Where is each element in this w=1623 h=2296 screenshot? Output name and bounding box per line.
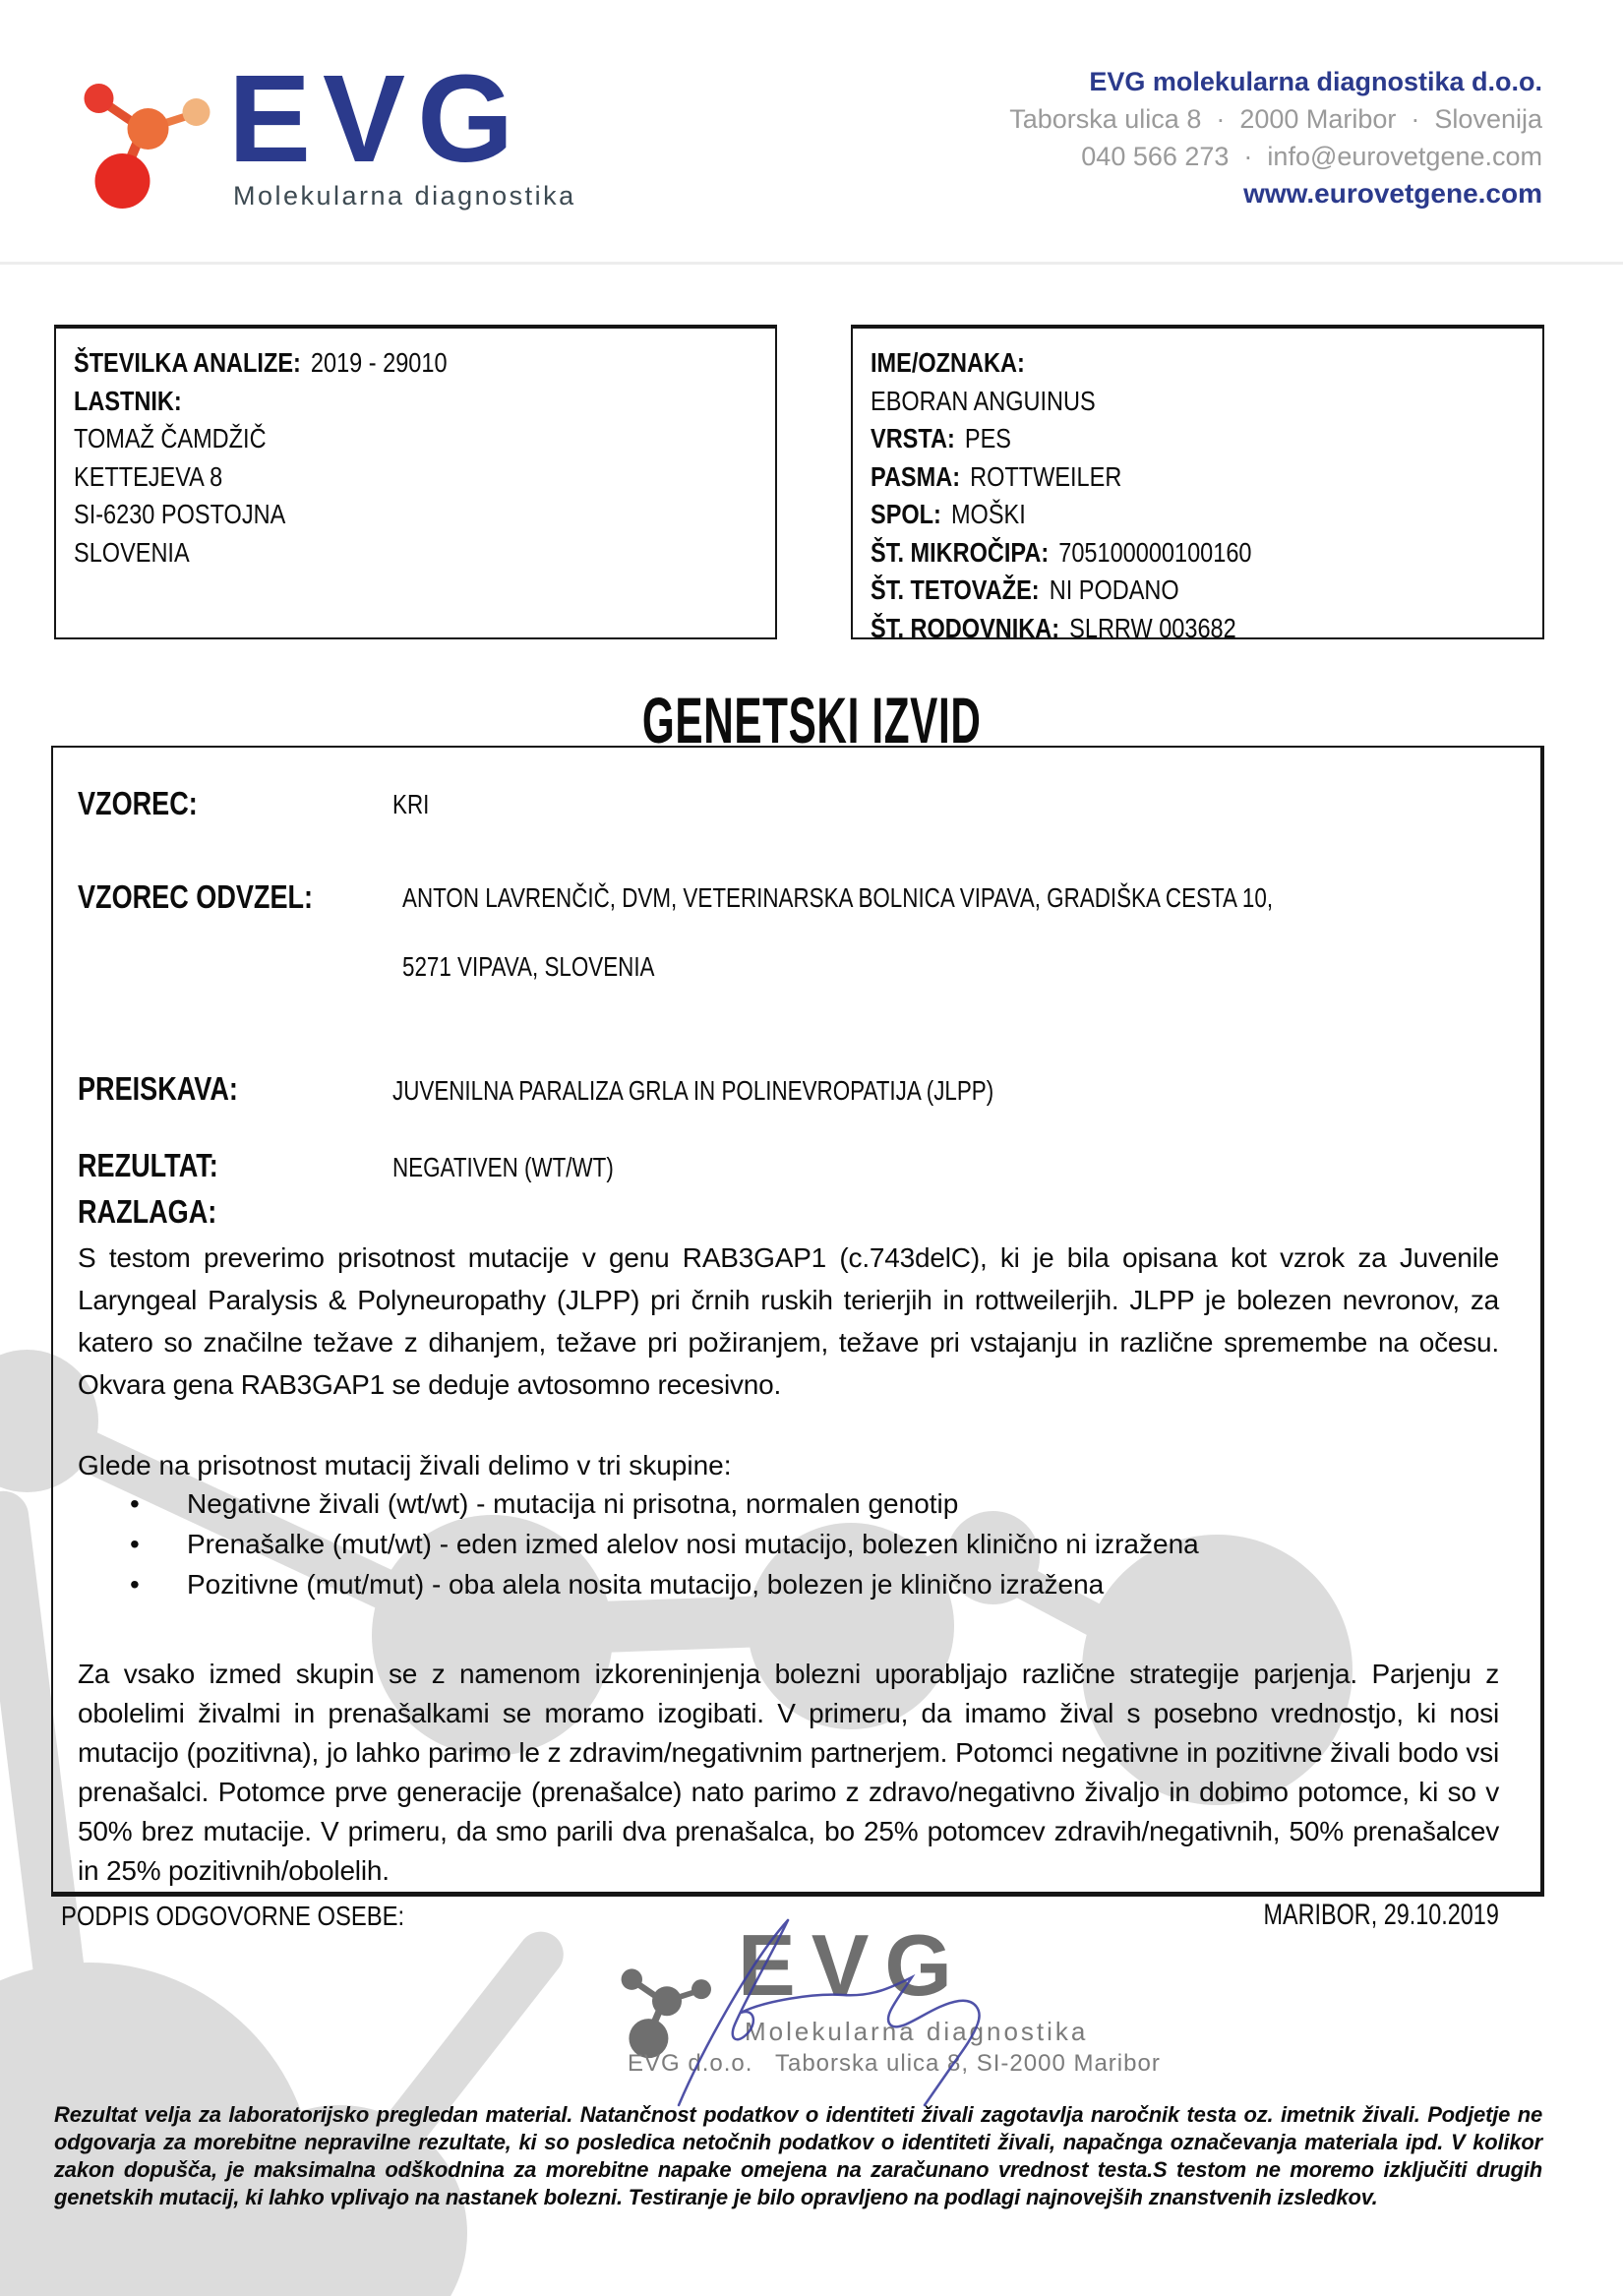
breed-label: PASMA: xyxy=(871,460,961,492)
signature-label: PODPIS ODGOVORNE OSEBE: xyxy=(61,1901,405,1931)
owner-label: LASTNIK: xyxy=(74,385,182,416)
collected-value-line2: 5271 VIPAVA, SLOVENIA xyxy=(402,951,655,982)
tattoo-label: ŠT. TETOVAŽE: xyxy=(871,574,1040,605)
company-contact: 040 566 273 · info@eurovetgene.com xyxy=(1081,142,1542,171)
company-website: www.eurovetgene.com xyxy=(1243,178,1542,209)
groups-intro: Glede na prisotnost mutacij živali delimo v tri skupine: xyxy=(78,1450,732,1480)
animal-name-value: EBORAN ANGUINUS xyxy=(871,385,1096,416)
list-item: • Pozitivne (mut/mut) - oba alela nosita mutacijo, bolezen je klinično izražena xyxy=(130,1564,1199,1604)
explanation-label: RAZLAGA: xyxy=(78,1193,217,1230)
sample-label: VZOREC: xyxy=(78,785,198,821)
animal-name-label-row xyxy=(871,344,1420,383)
sex-label: SPOL: xyxy=(871,499,941,529)
owner-city: SI-6230 POSTOJNA xyxy=(74,499,286,529)
analysis-number-value: 2019 - 29010 xyxy=(310,347,448,378)
animal-tattoo-row xyxy=(871,572,1420,610)
company-address: Taborska ulica 8 · 2000 Maribor · Slovenija xyxy=(1009,104,1542,134)
report-box xyxy=(51,746,1544,1897)
species-value: PES xyxy=(964,423,1011,453)
stamp-wordmark: EVG xyxy=(738,1916,968,2014)
sex-value: MOŠKI xyxy=(950,499,1026,529)
owner-street: KETTEJEVA 8 xyxy=(74,460,223,492)
sample-value: KRI xyxy=(392,789,430,819)
collected-value-line1: ANTON LAVRENČIČ, DVM, VETERINARSKA BOLNICA VIPAVA, GRADIŠKA CESTA 10, xyxy=(402,882,1274,913)
test-value: JUVENILNA PARALIZA GRLA IN POLINEVROPATIJA (JLPP) xyxy=(392,1075,994,1106)
logo-subtitle: Molekularna diagnostika xyxy=(233,181,576,211)
animal-name-label: IME/OZNAKA: xyxy=(871,347,1025,378)
pedigree-value: SLRRW 003682 xyxy=(1069,612,1236,643)
owner-country: SLOVENIA xyxy=(74,536,190,568)
stamp-address: EVG d.o.o. Taborska ulica 8, SI-2000 Maribor xyxy=(628,2050,1161,2077)
explanation-paragraph: S testom preverimo prisotnost mutacije v genu RAB3GAP1 (c.743delC), ki je bila opisana kot vzrok za Juvenile Laryngeal Paralysis & Polyneuropathy (JLPP) pri črnih ruskih terierjih in rottweilerjih. JLPP je bolezen nevronov, za katero so značilne težave z dihanjem, težave pri požiranjem, težave pri vstajanju in različne spremembe na očesu. Okvara gena RAB3GAP1 se deduje avtosomno recesivno. xyxy=(78,1242,1499,1400)
microchip-value: 705100000100160 xyxy=(1058,536,1252,568)
collected-label: VZOREC ODVZEL: xyxy=(78,878,314,915)
animal-sex-row xyxy=(871,496,1420,534)
report-date: MARIBOR, 29.10.2019 xyxy=(1263,1899,1499,1931)
animal-box xyxy=(851,325,1544,643)
animal-pedigree-row xyxy=(871,610,1420,648)
breed-value: ROTTWEILER xyxy=(970,460,1122,492)
microchip-label: ŠT. MIKROČIPA: xyxy=(871,536,1050,568)
species-label: VRSTA: xyxy=(871,423,955,453)
genotype-groups-list xyxy=(130,1483,1199,1604)
result-value: NEGATIVEN (WT/WT) xyxy=(392,1152,614,1182)
owner-name: TOMAŽ ČAMDŽIČ xyxy=(74,423,267,453)
molecule-icon xyxy=(77,75,219,212)
analysis-number-label: ŠTEVILKA ANALIZE: xyxy=(74,347,301,378)
animal-species-row xyxy=(871,420,1420,458)
animal-breed-row xyxy=(871,458,1420,497)
breeding-paragraph: Za vsako izmed skupin se z namenom izkoreninjenja bolezni uporabljajo različne strategije parjenja. Parjenju z obolelimi živalmi in prenašalkami se moramo izogibati. V primeru, da imamo žival s posebno vrednostjo, ki nosi mutacijo (pozitivna), jo lahko parimo le z zdravim/negativnim partnerjem. Potomci negativne in pozitivne živali bodo vsi prenašalci. Potomce prve generacije (prenašalce) nato parimo z zdravo/negativno živaljo in dobimo potomce, ki so v 50% brez mutacije. V primeru, da smo parili dva prenašalca, bo 25% potomcev zdravih/negativnih, 50% prenašalcev in 25% pozitivnih/obolelih. xyxy=(78,1659,1499,1886)
list-item: • Negativne živali (wt/wt) - mutacija ni prisotna, normalen genotip xyxy=(130,1483,1199,1524)
company-name: EVG molekularna diagnostika d.o.o. xyxy=(1089,67,1542,96)
list-item: • Prenašalke (mut/wt) - eden izmed alelov nosi mutacijo, bolezen klinično ni izražena xyxy=(130,1524,1199,1564)
tattoo-value: NI PODANO xyxy=(1049,574,1179,605)
header-divider xyxy=(0,262,1623,265)
result-label: REZULTAT: xyxy=(78,1147,218,1183)
owner-box xyxy=(54,325,777,639)
stamp-subtitle: Molekularna diagnostika xyxy=(745,2017,1089,2046)
logo-wordmark: EVG xyxy=(228,49,526,188)
test-label: PREISKAVA: xyxy=(78,1070,238,1107)
handwritten-signature xyxy=(585,1906,1008,2113)
pedigree-label: ŠT. RODOVNIKA: xyxy=(871,612,1060,643)
animal-microchip-row xyxy=(871,534,1420,573)
analysis-number-row xyxy=(74,344,648,383)
company-info xyxy=(1009,63,1542,212)
owner-label-row xyxy=(74,383,648,421)
document-title-text: GENETSKI IZVID xyxy=(641,684,982,756)
disclaimer: Rezultat velja za laboratorijsko pregledan material. Natančnost podatkov o identiteti živali zagotavlja naročnik testa oz. imetnik živali. Podjetje ne odgovarja za morebitne nepravilne rezultate, ki so posledica netočnih podatkov o identiteti živali, napačnga označevanja materiala ipd. V kolikor zakon dopušča, je maksimalna odškodnina za morebitne napake omejena na zaračunano vrednost testa.S testom ne moremo izključiti drugih genetskih mutacij, ki lahko vplivajo na nastanek bolezni. Testiranje je bilo opravljeno na podlagi najnovejših znanstvenih izsledkov. xyxy=(54,2102,1542,2209)
